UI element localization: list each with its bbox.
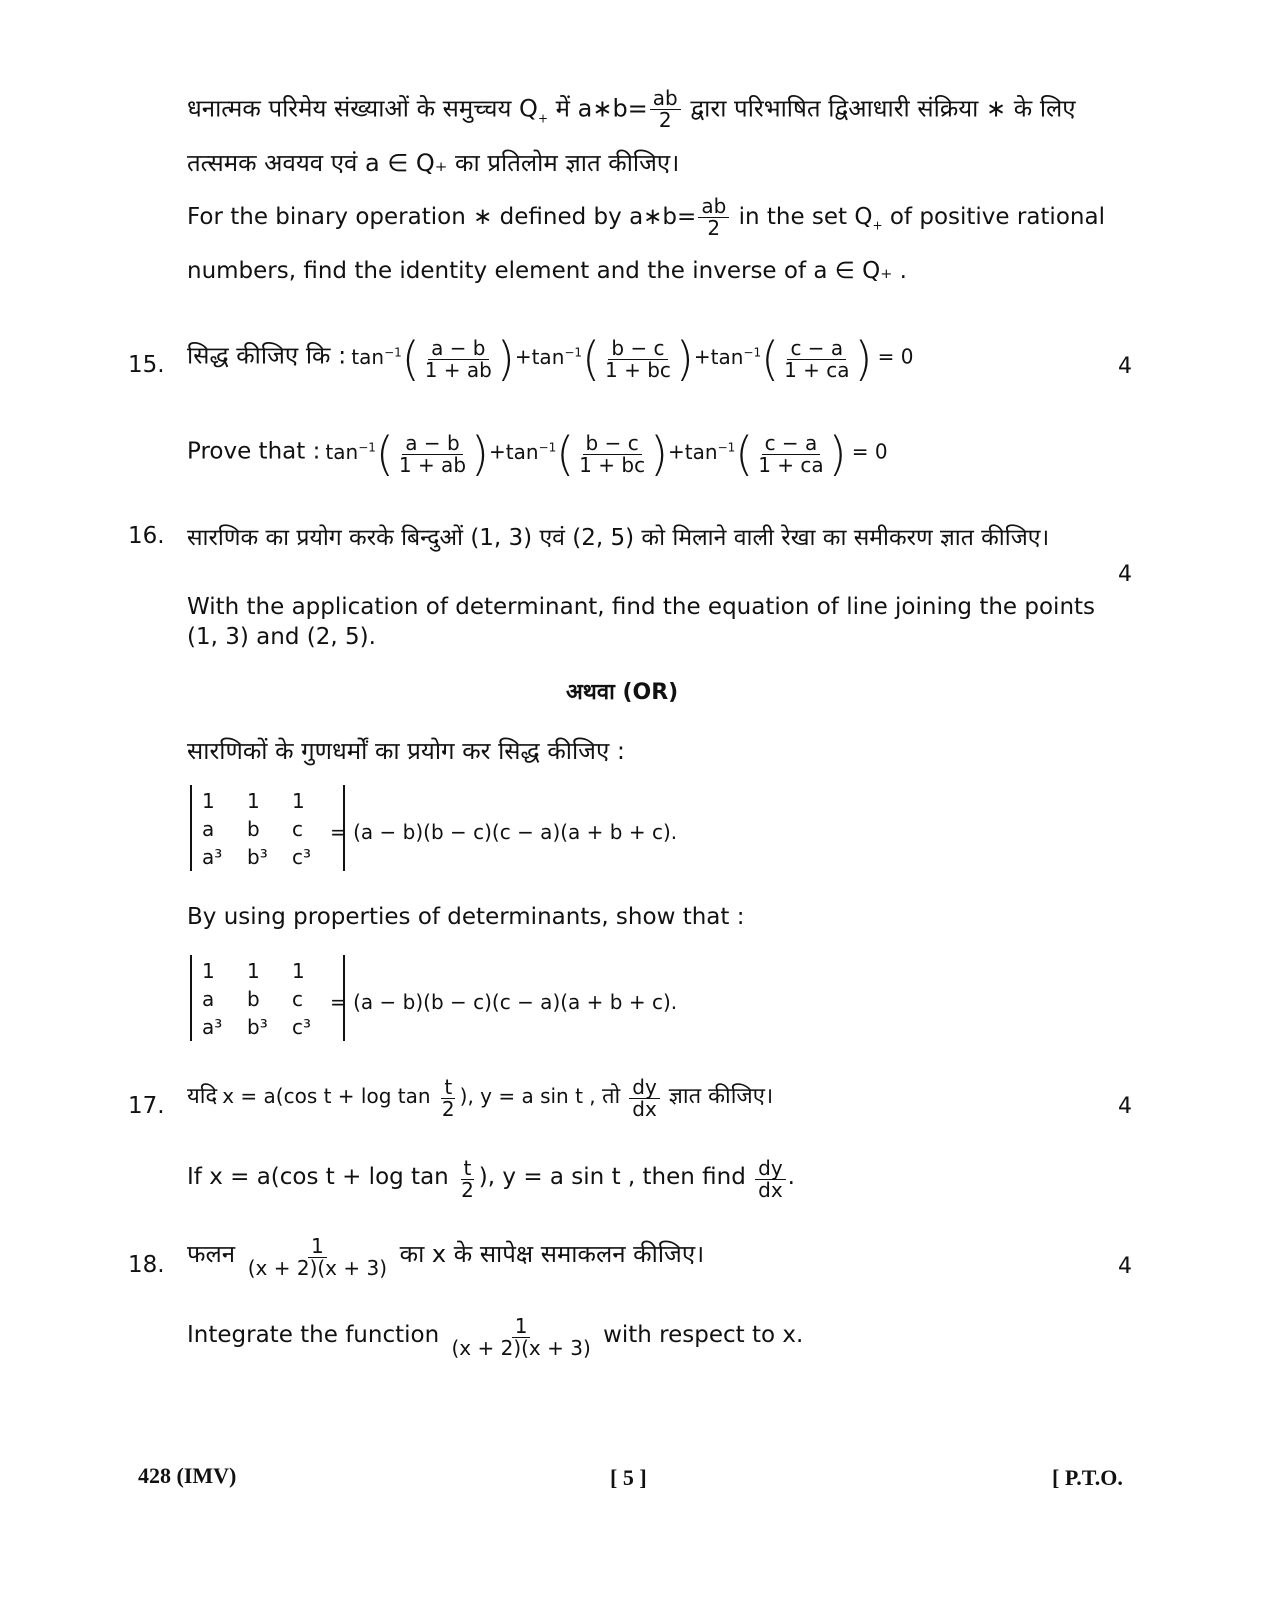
or-heading: अथवा (OR) <box>566 680 679 705</box>
q16-number: 16. <box>128 523 165 549</box>
q15-number: 15. <box>128 352 165 378</box>
q17-english: If x = a(cos t + log tan $\frac{t}{2}$ ), y = a sin t , then find $\frac{dy}{dx}$ . <box>187 1156 795 1202</box>
q15-marks: 4 <box>1118 354 1132 379</box>
q14-hindi-line1: धनात्मक परिमेय संख्याओं के समुच्चय $Q_+$ में a∗b= $\frac{ab}{2}$ द्वारा परिभाषित द्विआधारी संक्रिया ∗ के लिए <box>187 86 1076 132</box>
q16-hindi: सारणिक का प्रयोग करके बिन्दुओं (1, 3) एवं (2, 5) को मिलाने वाली रेखा का समीकरण ज्ञात कीजिए। <box>187 525 1050 551</box>
q16-alt-english: By using properties of determinants, show that : <box>187 904 745 930</box>
q18-hindi: फलन $\frac{1}{(x + 2)(x + 3)}$ का x के सापेक्ष समाकलन कीजिए। <box>187 1234 705 1280</box>
q18-number: 18. <box>128 1252 165 1278</box>
paper-code: 428 (IMV) <box>138 1463 237 1488</box>
q18-marks: 4 <box>1118 1254 1132 1279</box>
q14-hindi-line2: तत्समक अवयव एवं a ∈ Q₊ का प्रतिलोम ज्ञात कीजिए। <box>187 149 680 177</box>
determinant-1: 1 1 1 a b c a³ b³ c³ <box>190 785 345 871</box>
q16-english-line2: (1, 3) and (2, 5). <box>187 624 376 650</box>
determinant-1-rhs: = (a − b)(b − c)(c − a)(a + b + c). <box>330 820 678 844</box>
page-number: [ 5 ] <box>610 1465 647 1490</box>
q15-hindi-equation: सिद्ध कीजिए कि : $\tan^{-1}$( $\frac{a - b}{1 + ab}$ )$+\tan^{-1}$( $\frac{b - c}{1 + bc}$ )$+\tan^{-1}$( $\frac{c - a}{1 + ca}$ ) = 0 <box>187 332 914 386</box>
q17-marks: 4 <box>1118 1094 1132 1119</box>
pto-label: [ P.T.O. <box>1052 1465 1123 1490</box>
fraction-ab-2: $\frac{ab}{2}$ <box>650 88 681 131</box>
determinant-2: 1 1 1 a b c a³ b³ c³ <box>190 955 345 1041</box>
q16-english-line1: With the application of determinant, find the equation of line joining the points <box>187 594 1096 620</box>
determinant-2-rhs: = (a − b)(b − c)(c − a)(a + b + c). <box>330 990 678 1014</box>
q18-english: Integrate the function $\frac{1}{(x + 2)(x + 3)}$ with respect to x. <box>187 1314 804 1360</box>
q15-english-equation: Prove that : $\tan^{-1}$( $\frac{a - b}{1 + ab}$ )$+\tan^{-1}$( $\frac{b - c}{1 + bc}$ )$+\tan^{-1}$( $\frac{c - a}{1 + ca}$ ) = 0 <box>187 427 888 481</box>
q17-number: 17. <box>128 1093 165 1119</box>
q16-marks: 4 <box>1118 562 1132 587</box>
q14-english-line2: numbers, find the identity element and the inverse of a ∈ Q₊ . <box>187 258 907 284</box>
q16-alt-hindi: सारणिकों के गुणधर्मों का प्रयोग कर सिद्ध कीजिए : <box>187 737 625 765</box>
q14-english-line1: For the binary operation ∗ defined by a∗b= $\frac{ab}{2}$ in the set $Q_+$ of positive rational <box>187 194 1105 240</box>
q17-hindi: यदि x = a(cos t + log tan $\frac{t}{2}$ ), y = a sin t , तो $\frac{dy}{dx}$ ज्ञात कीजिए। <box>187 1075 774 1121</box>
